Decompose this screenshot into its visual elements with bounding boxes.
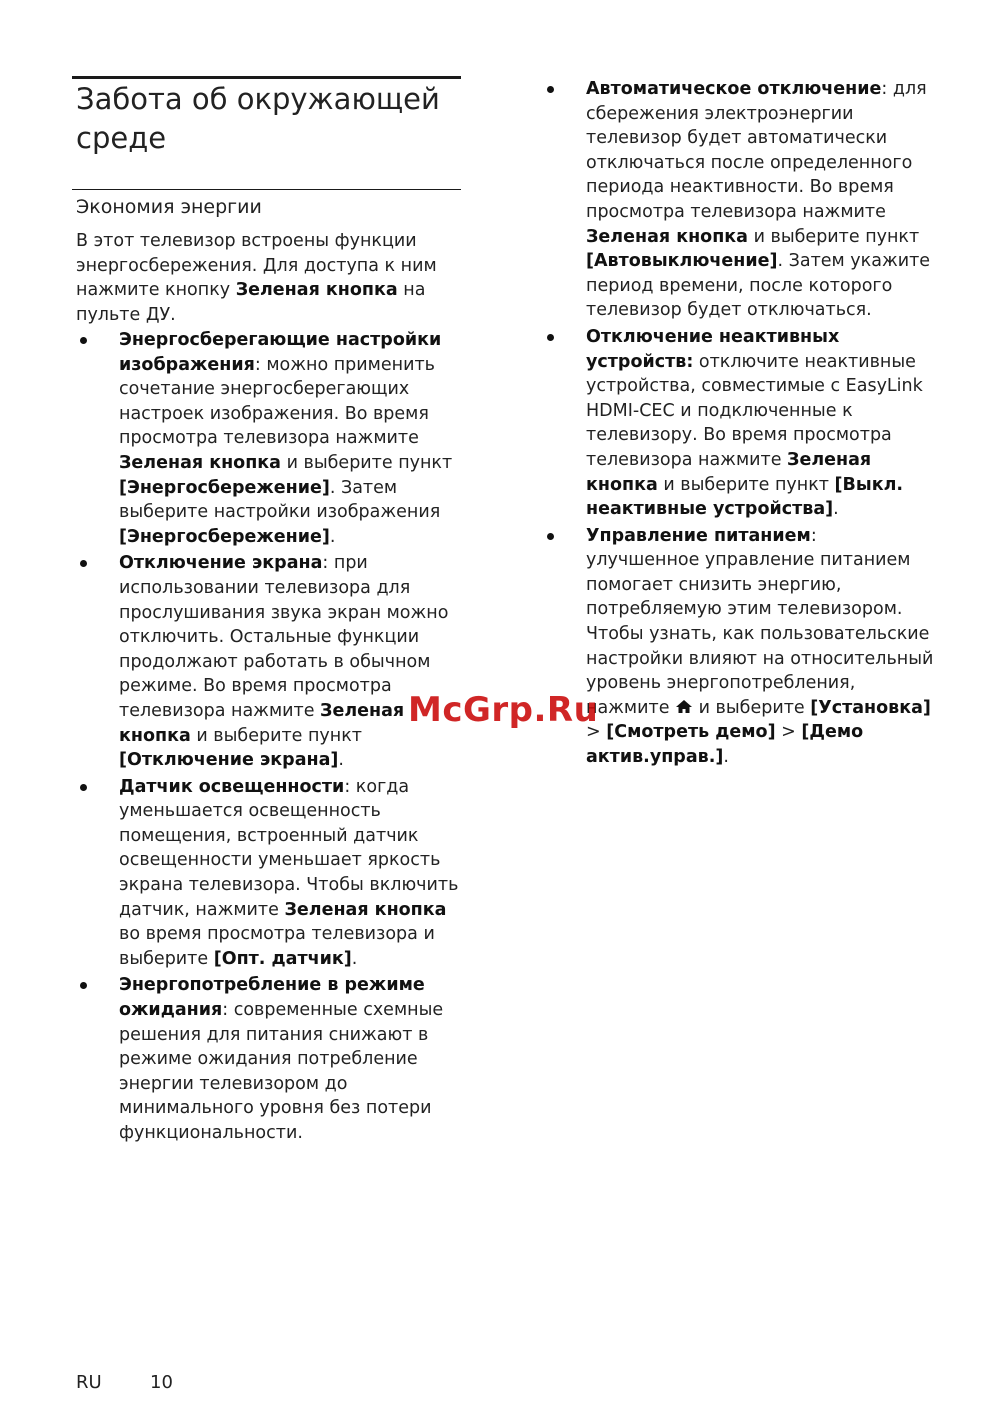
bullet-heading: Энергопотребление в режиме ожидания [119,975,425,1021]
bullet-bold: Зеленая кнопка [586,226,748,247]
bullet-heading: Управление питанием [586,525,811,546]
bullet-screen-off [76,551,466,772]
bullet-text: и выберите пункт [190,725,362,746]
bullet-bold: Зеленая кнопка [119,452,281,473]
intro-green-button-label: Зеленая кнопка [235,280,398,301]
bullet-icon [80,784,87,791]
bullet-icon [547,533,554,540]
bullet-heading: Энергосберегающие настройки изображения [119,330,442,375]
bullet-heading: Отключение экрана [119,553,323,574]
bullet-icon [547,86,554,93]
bullet-bold: [Опт. датчик] [213,948,352,969]
page-title: Забота об окружающей среде [76,82,440,155]
bullet-power-management [543,524,935,770]
bullet-heading: Отключение неактивных устройств: [586,326,840,372]
bullet-text: . [833,499,839,520]
bullet-bold: Зеленая кнопка [284,899,447,920]
bullet-picture-energy [76,328,466,549]
bullet-bold: [Автовыключение] [586,251,778,272]
bullet-text: . Затем укажите период времени, после которого телевизор будет отключаться. [586,251,931,321]
bullet-text: и выберите [693,697,811,718]
section-heading: Экономия энергии [76,196,262,218]
bullet-text: : улучшенное управление питанием помогает снизить энергию, потребляемую этим телевизором. Чтобы узнать, как пользовательские настройки влияют на относительный уровень энергопотребления, нажмите [586,525,934,718]
bullet-inactive-devices [543,325,935,522]
menu-separator: > [775,722,802,743]
bullet-text: : можно применить сочетание энергосберегающих настроек изображения. Во время просмотра телевизора нажмите [119,354,435,449]
bullet-text: . [723,747,729,768]
intro-paragraph [76,229,456,327]
left-bullet-list [76,328,466,1148]
bullet-text: . Затем выберите настройки изображения [119,477,441,523]
menu-separator: > [586,722,607,743]
bullet-text: : когда уменьшается освещенность помещения, встроенный датчик освещенности уменьшает яркость экрана телевизора. Чтобы включить датчик, нажмите [119,776,459,920]
bullet-text: : современные схемные решения для питания снижают в режиме ожидания потребление энергии телевизором до минимального уровня без потери функциональности. [119,1000,444,1143]
bullet-text: . [338,750,344,771]
intro-text-end: на пульте ДУ. [76,280,426,325]
bullet-bold: [Установка] [810,697,931,718]
bullet-bold: [Энергосбережение] [119,477,330,498]
bullet-bold: [Смотреть демо] [606,722,776,743]
bullet-text: отключите неактивные устройства, совместимые с EasyLink HDMI-CEC и подключенные к телевизору. Во время просмотра телевизора нажмите [586,351,923,470]
page-number: 10 [150,1372,173,1393]
bullet-icon [80,560,87,567]
title-rule [72,76,461,79]
bullet-text: : для сбережения электроэнергии телевизор будет автоматически отключаться после определенного периода неактивности. Во время просмотра телевизора нажмите [586,79,927,222]
bullet-text: и выберите пункт [281,452,453,473]
bullet-text: . [329,526,336,547]
bullet-bold: [Демо актив.управ.] [586,722,864,768]
bullet-standby-power [76,973,466,1145]
footer-language: RU [76,1372,102,1393]
bullet-bold: [Выкл. неактивные устройства] [586,474,904,520]
bullet-bold: [Отключение экрана] [119,750,339,771]
right-bullet-list [543,77,935,772]
subtitle-rule [72,189,461,190]
bullet-text: и выберите пункт [657,474,835,495]
bullet-heading: Датчик освещенности [119,776,345,797]
bullet-text: . [351,948,358,969]
bullet-heading: Автоматическое отключение [586,79,882,99]
bullet-bold: Зеленая кнопка [586,449,872,495]
home-icon [675,699,693,714]
watermark: McGrp.Ru [408,690,599,730]
bullet-text: : при использовании телевизора для прослушивания звука экран можно отключить. Остальные функции продолжают работать в обычном режиме. Во время просмотра телевизора нажмите [119,553,449,721]
bullet-text: и выберите пункт [748,226,920,247]
bullet-icon [547,334,554,341]
intro-text: В этот телевизор встроены функции энергосбережения. Для доступа к ним нажмите кнопку [76,231,437,301]
bullet-bold: Зеленая кнопка [119,700,405,746]
bullet-light-sensor [76,775,466,972]
bullet-icon [80,337,87,344]
bullet-text: во время просмотра телевизора и выберите [119,924,435,969]
bullet-bold: [Энергосбережение] [119,526,330,547]
bullet-auto-off [543,77,935,323]
bullet-icon [80,982,87,989]
